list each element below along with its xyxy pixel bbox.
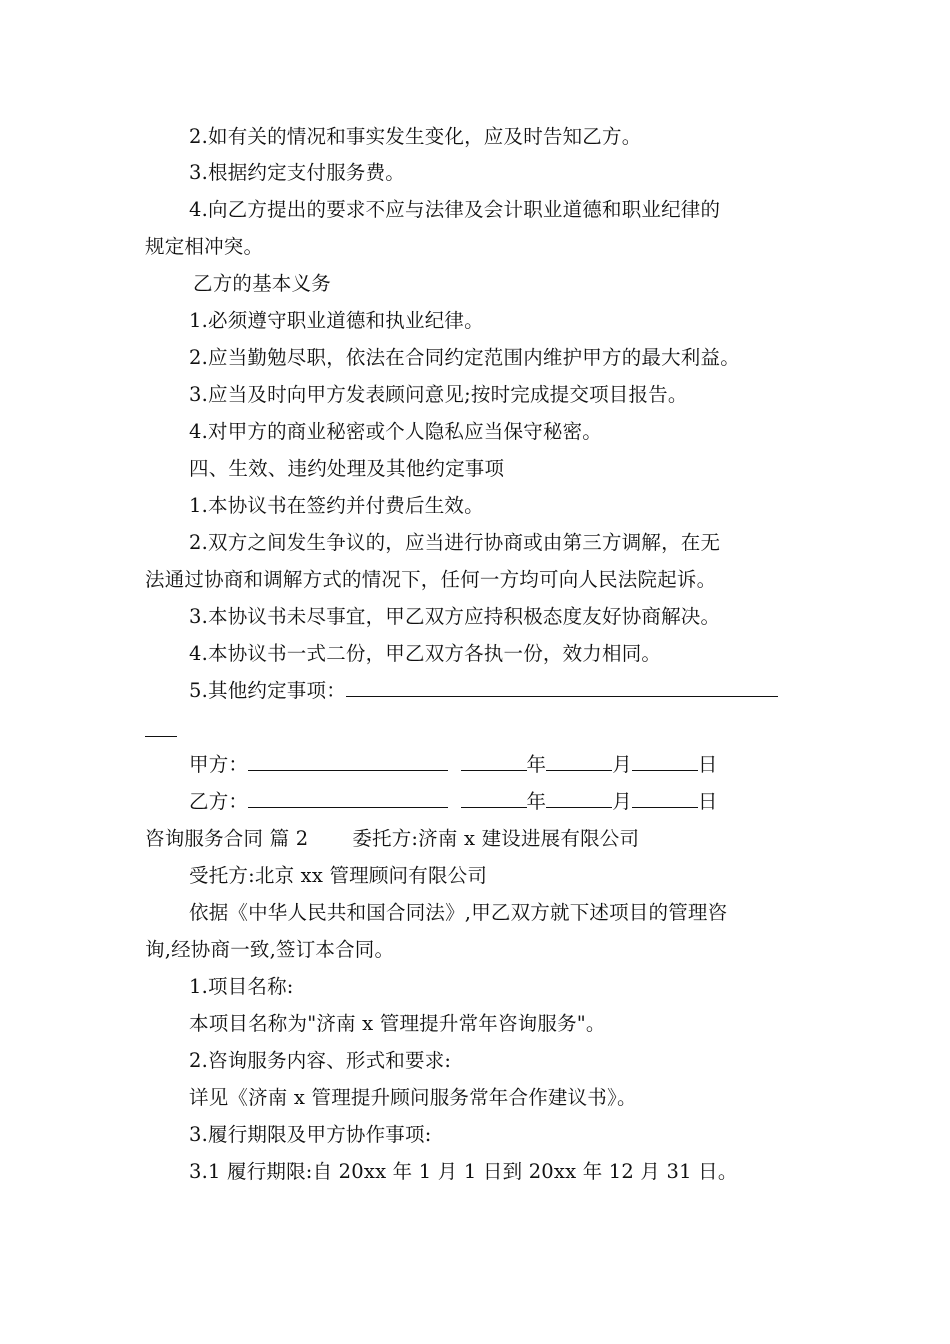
paragraph: 4.本协议书一式二份，甲乙双方各执一份，效力相同。 [189,642,662,665]
paragraph: 2.应当勤勉尽职，依法在合同约定范围内维护甲方的最大利益。 [189,346,740,369]
year-label: 年 [526,753,547,776]
month-blank [546,787,612,808]
client-party: 委托方:济南 x 建设进展有限公司 [352,827,640,850]
party-a-label: 甲方： [189,753,249,776]
paragraph: 依据《中华人民共和国合同法》,甲乙双方就下述项目的管理咨 [189,901,728,924]
contractor-party: 受托方:北京 xx 管理顾问有限公司 [189,864,488,887]
day-label: 日 [697,753,718,776]
paragraph: 1.本协议书在签约并付费后生效。 [189,494,484,517]
paragraph-continuation: 规定相冲突。 [145,235,264,258]
paragraph: 3.1 履行期限:自 20xx 年 1 月 1 日到 20xx 年 12 月 31 日。 [189,1160,738,1183]
section-heading: 乙方的基本义务 [193,272,331,295]
paragraph: 3.根据约定支付服务费。 [189,161,406,184]
paragraph: 4.向乙方提出的要求不应与法律及会计职业道德和职业纪律的 [189,198,721,221]
day-label: 日 [697,790,718,813]
fill-in-blank [145,716,177,737]
paragraph: 4.对甲方的商业秘密或个人隐私应当保守秘密。 [189,420,603,443]
item-heading: 2.咨询服务内容、形式和要求: [189,1049,452,1072]
month-label: 月 [612,753,632,776]
paragraph: 2.双方之间发生争议的，应当进行协商或由第三方调解，在无 [189,531,721,554]
paragraph: 本项目名称为"济南 x 管理提升常年咨询服务"。 [189,1012,606,1035]
paragraph-continuation: 询,经协商一致,签订本合同。 [145,938,395,961]
paragraph: 1.必须遵守职业道德和执业纪律。 [189,309,484,332]
party-a-signature-blank [248,750,448,771]
paragraph: 2.如有关的情况和事实发生变化，应及时告知乙方。 [189,125,642,148]
item-heading: 3.履行期限及甲方协作事项: [189,1123,432,1146]
section-heading: 四、生效、违约处理及其他约定事项 [189,457,505,480]
fill-in-blank [346,676,778,697]
month-blank [546,750,612,771]
day-blank [632,750,698,771]
day-blank [632,787,698,808]
other-terms-label: 5.其他约定事项： [189,679,346,702]
signature-line-party-a [145,750,859,780]
paragraph: 3.应当及时向甲方发表顾问意见;按时完成提交项目报告。 [189,383,688,406]
year-label: 年 [526,790,547,813]
paragraph: 3.本协议书未尽事宜，甲乙双方应持积极态度友好协商解决。 [189,605,721,628]
contract-header-line [145,824,815,854]
paragraph: 详见《济南 x 管理提升顾问服务常年合作建议书》。 [189,1086,637,1109]
year-blank [461,787,527,808]
year-blank [461,750,527,771]
paragraph-continuation: 法通过协商和调解方式的情况下，任何一方均可向人民法院起诉。 [145,568,717,591]
party-b-signature-blank [248,787,448,808]
other-terms-line [145,676,859,706]
item-heading: 1.项目名称: [189,975,294,998]
signature-line-party-b [145,787,859,817]
contract-title: 咨询服务合同 篇 2 [145,827,309,850]
other-terms-line-continuation [145,716,815,746]
party-b-label: 乙方： [189,790,249,813]
month-label: 月 [612,790,632,813]
